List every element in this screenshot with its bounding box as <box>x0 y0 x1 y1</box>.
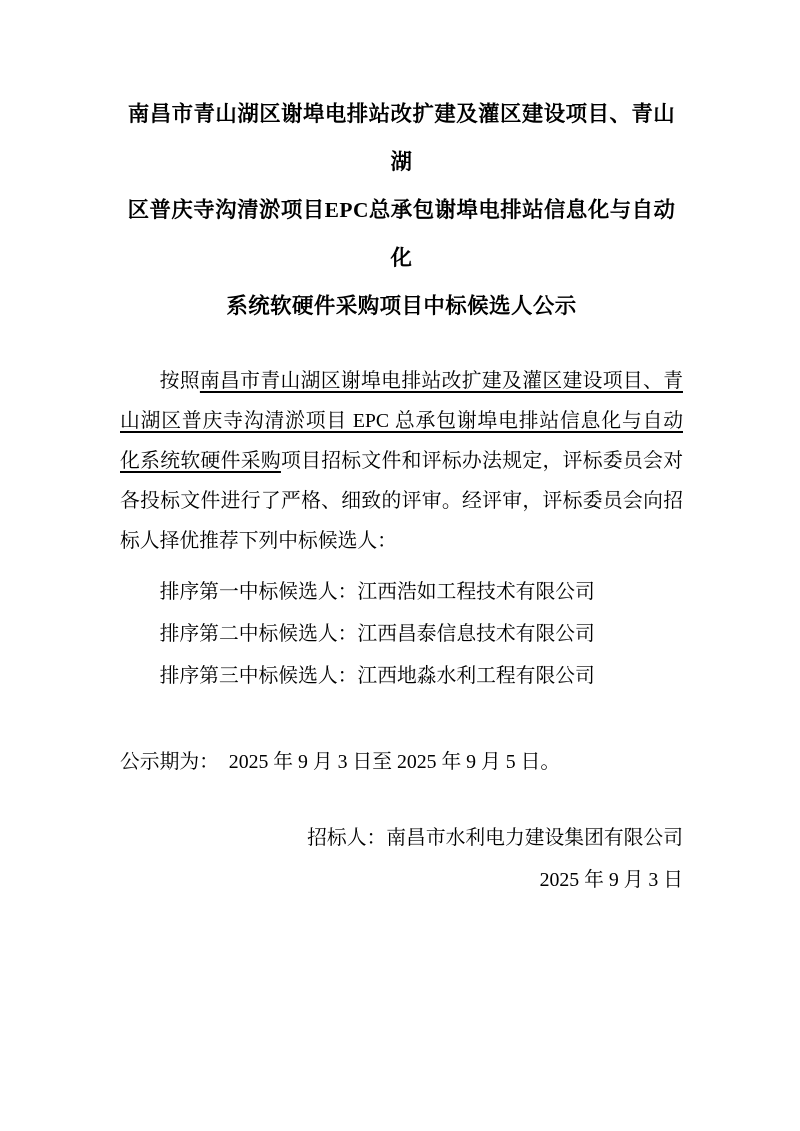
tenderer-label: 招标人： <box>307 827 387 849</box>
candidate-rank-label: 排序第二中标候选人： <box>159 623 358 645</box>
date-line: 2025 年 9 月 3 日 <box>539 869 683 891</box>
paragraph-line-3 <box>120 441 683 481</box>
publicity-period-value: 2025 年 9 月 3 日至 2025 年 9 月 5 日。 <box>209 751 561 773</box>
candidate-rank-label: 排序第三中标候选人： <box>159 665 358 687</box>
candidate-company: 江西浩如工程技术有限公司 <box>357 581 595 603</box>
paragraph-text: 标人择优推荐下列中标候选人： <box>120 530 397 552</box>
paragraph-text: 项目招标文件和评标办法规定，评标委员会对 <box>280 450 683 472</box>
underlined-project-name: 山湖区普庆寺沟清淤项目 EPC 总承包谢埠电排站信息化与自动 <box>120 410 683 432</box>
title-line-3: 系统软硬件采购项目中标候选人公示 <box>226 294 577 318</box>
publicity-period-label: 公示期为： <box>120 751 210 773</box>
tenderer-name: 南昌市水利电力建设集团有限公司 <box>386 827 683 849</box>
tenderer-line <box>120 818 683 858</box>
paragraph-text: 各投标文件进行了严格、细致的评审。经评审，评标委员会向招 <box>120 490 683 512</box>
candidate-line-1 <box>120 571 683 613</box>
candidate-company: 江西昌泰信息技术有限公司 <box>357 623 595 645</box>
paragraph-line-1 <box>120 361 683 401</box>
paragraph-line-4 <box>120 481 683 521</box>
signature-block <box>120 818 683 900</box>
body-paragraph <box>120 361 683 561</box>
candidate-line-2 <box>120 613 683 655</box>
publicity-period <box>120 742 683 782</box>
document-title <box>120 90 683 330</box>
title-line-2: 区普庆寺沟清淤项目EPC总承包谢埠电排站信息化与自动化 <box>127 198 676 270</box>
paragraph-line-5 <box>120 521 683 561</box>
paragraph-text: 按照 <box>159 370 200 392</box>
paragraph-line-2 <box>120 401 683 441</box>
candidate-company: 江西地淼水利工程有限公司 <box>357 665 595 687</box>
underlined-project-name: 南昌市青山湖区谢埠电排站改扩建及灌区建设项目、青 <box>199 370 683 392</box>
underlined-project-name: 化系统软硬件采购 <box>120 450 281 472</box>
candidate-line-3 <box>120 655 683 697</box>
candidate-rank-label: 排序第一中标候选人： <box>159 581 358 603</box>
title-line-1: 南昌市青山湖区谢埠电排站改扩建及灌区建设项目、青山湖 <box>127 102 676 174</box>
candidate-list <box>120 571 683 697</box>
